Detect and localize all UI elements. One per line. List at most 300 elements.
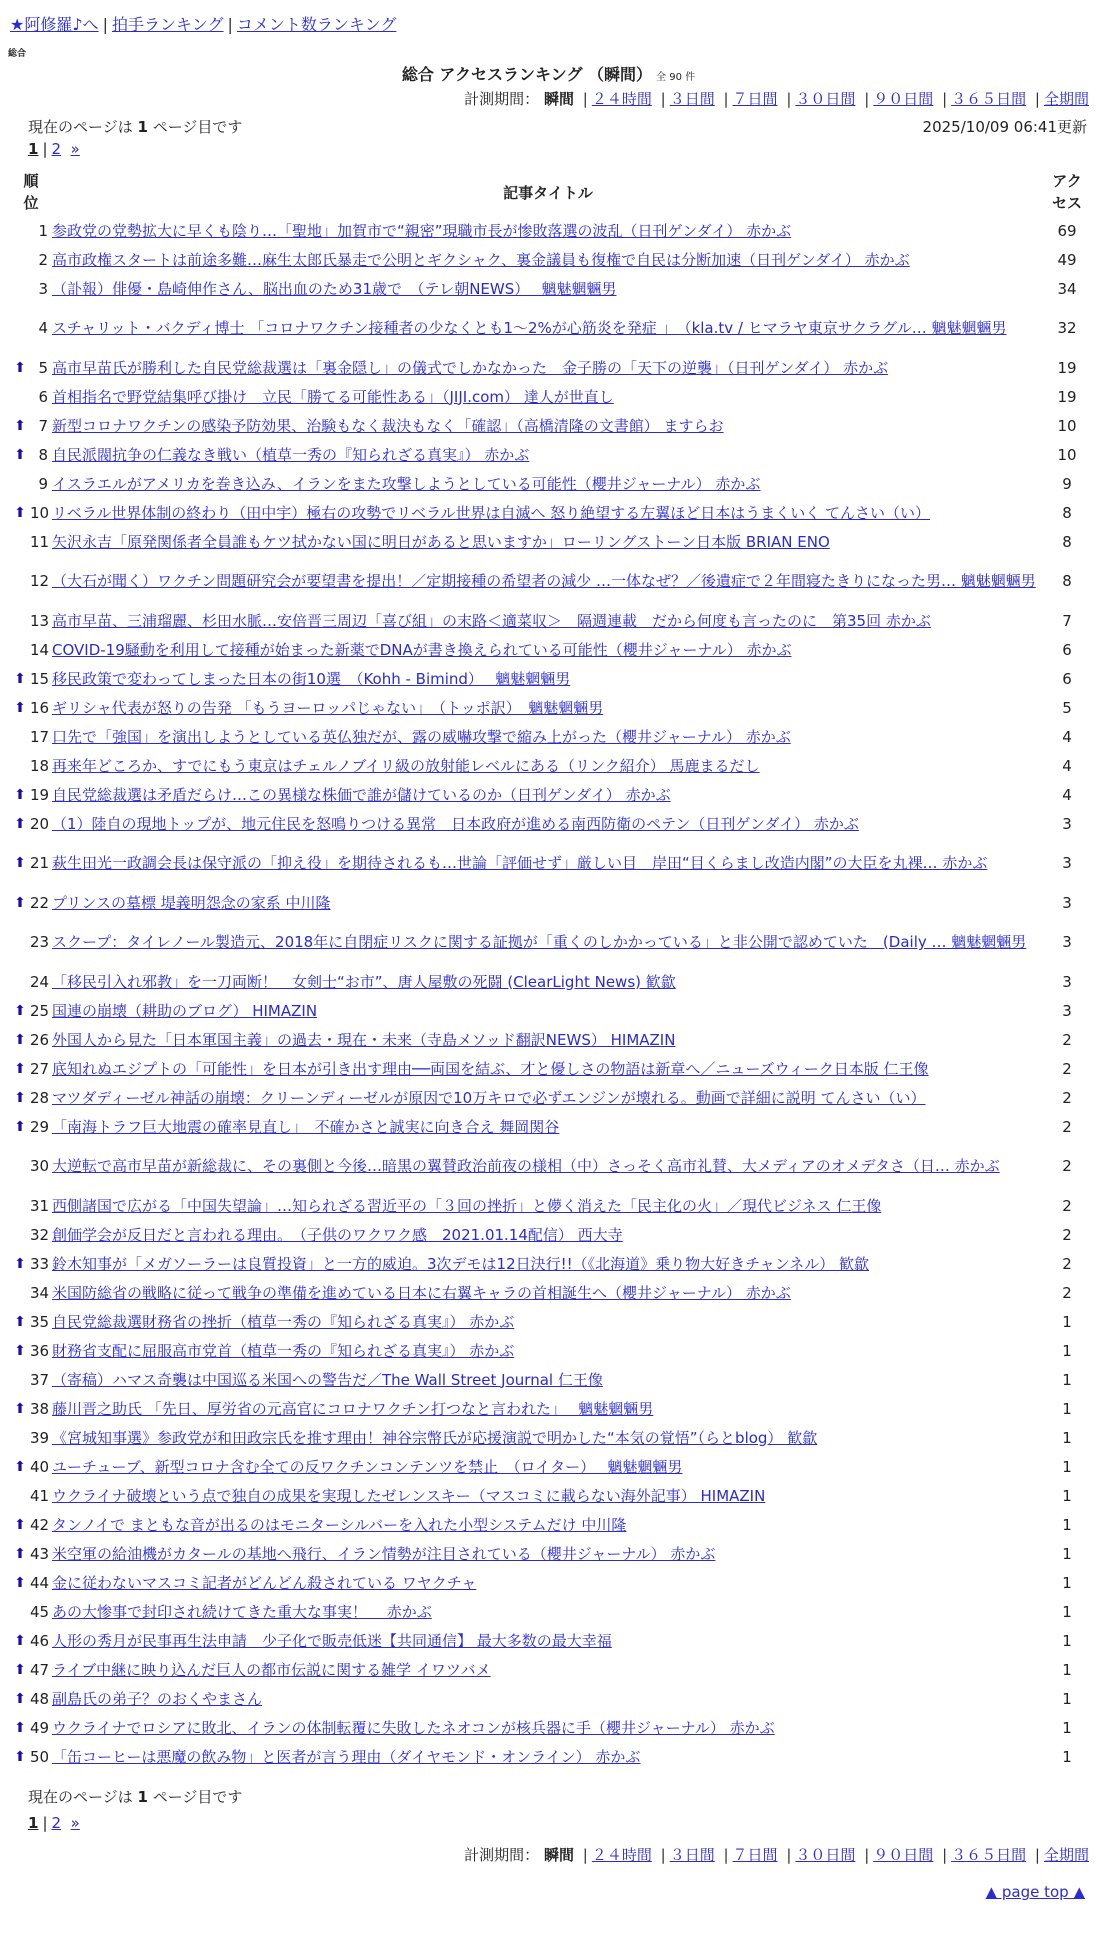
- period-link-24h[interactable]: ２４時間: [591, 90, 652, 108]
- up-arrow-icon: ⬆: [14, 1516, 26, 1533]
- table-row: [10, 1539, 1090, 1568]
- up-arrow-icon: ⬆: [14, 1748, 26, 1765]
- access-count: 1: [1062, 1573, 1072, 1592]
- pager-page-2[interactable]: 2: [51, 140, 62, 158]
- article-title-cell: [52, 852, 1044, 874]
- access-count: 1: [1062, 1631, 1072, 1650]
- table-row: [10, 469, 1090, 498]
- table-row: [10, 1394, 1090, 1423]
- article-link[interactable]: （寄稿）ハマス奇襲は中国巡る米国への警告だ／The Wall Street Journal 仁王像: [52, 1370, 603, 1389]
- table-row: [10, 693, 1090, 722]
- up-arrow-icon: ⬆: [14, 1632, 26, 1649]
- access-count: 1: [1062, 1312, 1072, 1331]
- access-count: 3: [1062, 814, 1072, 833]
- period-link-all[interactable]: 全期間: [1043, 1846, 1089, 1864]
- rank-number: 3: [38, 279, 48, 298]
- up-arrow-icon: ⬆: [14, 1031, 26, 1048]
- article-title-cell: [52, 813, 1044, 835]
- access-count: 1: [1062, 1486, 1072, 1505]
- rank-number: 43: [30, 1544, 50, 1563]
- article-link[interactable]: （1）陸自の現地トップが、地元住民を怒鳴りつける異常 日本政府が進める南西防衛のペテン（日刊ゲンダイ） 赤かぶ: [52, 814, 859, 833]
- table-row: [10, 440, 1090, 469]
- article-title-cell: [52, 755, 1044, 777]
- table-row: [10, 303, 1090, 353]
- article-title-cell: [52, 1543, 1044, 1565]
- rank-number: 7: [38, 416, 48, 435]
- access-count: 32: [1057, 319, 1077, 337]
- access-count: 2: [1062, 1225, 1072, 1244]
- rank-number: 6: [38, 387, 48, 406]
- table-row: [10, 353, 1090, 382]
- article-link[interactable]: 自民党総裁選は矛盾だらけ…この異様な株価で誰が儲けているのか（日刊ゲンダイ） 赤かぶ: [52, 785, 671, 804]
- table-row: [10, 1141, 1090, 1191]
- article-link[interactable]: 副島氏の弟子？のおくやまさん: [52, 1689, 263, 1708]
- period-label: 計測期間：: [464, 90, 540, 108]
- article-title-cell: [52, 1340, 1044, 1362]
- table-row: [10, 809, 1090, 838]
- access-count: 4: [1062, 756, 1072, 775]
- article-link[interactable]: 新型コロナワクチンの感染予防効果、治験もなく裁決もなく「確認」（高橋清隆の文書館） ますらお: [52, 416, 724, 435]
- header-title: 記事タイトル: [503, 183, 593, 202]
- article-link[interactable]: 高市早苗、三浦瑠麗、杉田水脈…安倍晋三周辺「喜び組」の末路＜適菜収＞ 隔週連載 だから何度も言ったのに 第35回 赤かぶ: [52, 611, 931, 630]
- up-arrow-icon: ⬆: [14, 1690, 26, 1707]
- access-count: 1: [1062, 1370, 1072, 1389]
- rank-number: 29: [30, 1117, 50, 1136]
- table-row: [10, 1655, 1090, 1684]
- header-rank: 順位: [23, 172, 39, 212]
- rank-number: 44: [30, 1573, 50, 1592]
- article-link[interactable]: ライブ中継に映り込んだ巨人の都市伝説に関する雑学 イワツバメ: [52, 1660, 491, 1679]
- article-title-cell: [52, 1087, 1044, 1109]
- rank-number: 8: [38, 445, 48, 464]
- access-count: 1: [1062, 1544, 1072, 1563]
- article-title-cell: [52, 1485, 1044, 1507]
- access-count: 3: [1062, 1001, 1072, 1020]
- period-link-90d[interactable]: ９０日間: [873, 1846, 934, 1864]
- up-arrow-icon: ⬆: [14, 815, 26, 832]
- article-link[interactable]: ユーチューブ、新型コロナ含む全ての反ワクチンコンテンツを禁止 （ロイター） 魑魅魍魎男: [52, 1457, 683, 1476]
- rank-number: 41: [30, 1486, 50, 1505]
- table-row: [10, 780, 1090, 809]
- article-title-cell: [52, 784, 1044, 806]
- article-link[interactable]: 底知れぬエジプトの「可能性」を日本が引き出す理由──両国を結ぶ、才と優しさの物語は新章へ／ニューズウィーク日本版 仁王像: [52, 1059, 929, 1078]
- up-arrow-icon: ⬆: [14, 417, 26, 434]
- period-link-30d[interactable]: ３０日間: [795, 90, 856, 108]
- period-link-7d[interactable]: ７日間: [732, 90, 778, 108]
- table-row: [10, 838, 1090, 888]
- article-link[interactable]: 米国防総省の戦略に従って戦争の準備を進めている日本に右翼キャラの首相誕生へ（櫻井ジャーナル） 赤かぶ: [52, 1283, 791, 1302]
- article-title-cell: [52, 1155, 1044, 1177]
- up-arrow-icon: ⬆: [14, 1545, 26, 1562]
- table-row: [10, 1423, 1090, 1452]
- access-count: 1: [1062, 1747, 1072, 1766]
- up-arrow-icon: ⬆: [14, 446, 26, 463]
- up-arrow-icon: ⬆: [14, 1313, 26, 1330]
- table-row: [10, 1025, 1090, 1054]
- up-arrow-icon: ⬆: [14, 1118, 26, 1135]
- article-title-cell: [52, 1659, 1044, 1681]
- table-row: [10, 1278, 1090, 1307]
- rank-number: 37: [30, 1370, 50, 1389]
- header-access: アクセス: [1051, 172, 1082, 212]
- access-count: 2: [1062, 1196, 1072, 1215]
- article-link[interactable]: 財務省支配に屈服高市党首（植草一秀の『知られざる真実』） 赤かぶ: [52, 1341, 515, 1360]
- article-link[interactable]: 「缶コーヒーは悪魔の飲み物」と医者が言う理由（ダイヤモンド・オンライン） 赤かぶ: [52, 1747, 641, 1766]
- access-count: 8: [1062, 572, 1072, 590]
- article-title-cell: [52, 1630, 1044, 1652]
- article-title-cell: [52, 1746, 1044, 1768]
- access-count: 69: [1057, 221, 1077, 240]
- article-title-cell: [52, 317, 1044, 339]
- pager-page-2[interactable]: 2: [51, 1814, 62, 1832]
- rank-number: 30: [30, 1157, 50, 1175]
- rank-number: 1: [38, 221, 48, 240]
- up-arrow-icon: ⬆: [14, 1661, 26, 1678]
- article-link[interactable]: 「移民引入れ邪教」を一刀両断！ 女剣士“お市”、唐人屋敷の死闘 (ClearLight News) 歓歙: [52, 972, 676, 991]
- article-title-cell: [52, 1000, 1044, 1022]
- page-info-top: 現在のページは 1 ページ目です: [28, 118, 243, 136]
- article-link[interactable]: 自民派閥抗争の仁義なき戦い（植草一秀の『知られざる真実』） 赤かぶ: [52, 445, 530, 464]
- rank-number: 39: [30, 1428, 50, 1447]
- rank-number: 17: [30, 727, 50, 746]
- rank-number: 36: [30, 1341, 50, 1360]
- access-count: 10: [1057, 445, 1077, 464]
- access-count: 2: [1062, 1117, 1072, 1136]
- period-current: 瞬間: [543, 1846, 574, 1864]
- access-count: 1: [1062, 1602, 1072, 1621]
- period-selector-bottom: 計測期間： 瞬間 | ２４時間 | ３日間 | ７日間 | ３０日間 | ９０日間 | ３６５日間 | 全期間: [464, 1846, 1089, 1864]
- table-row: [10, 722, 1090, 751]
- table-row: [10, 917, 1090, 967]
- article-title-cell: [52, 1195, 1044, 1217]
- table-row: [10, 751, 1090, 780]
- article-title-cell: [52, 1224, 1044, 1246]
- article-link[interactable]: 西側諸国で広がる「中国失望論」…知られざる習近平の「３回の挫折」と儚く消えた「民主化の火」／現代ビジネス 仁王像: [52, 1196, 882, 1215]
- article-title-cell: [52, 697, 1044, 719]
- rank-number: 14: [30, 640, 50, 659]
- up-arrow-icon: ⬆: [14, 670, 26, 687]
- article-title-cell: [52, 1029, 1044, 1051]
- rank-number: 49: [30, 1718, 50, 1737]
- article-title-cell: [52, 357, 1044, 379]
- rank-number: 42: [30, 1515, 50, 1534]
- article-link[interactable]: 再来年どころか、すでにもう東京はチェルノブイリ級の放射能レベルにある（リンク紹介） 馬鹿まるだし: [52, 756, 760, 775]
- period-link-all[interactable]: 全期間: [1043, 90, 1089, 108]
- article-link[interactable]: 米空軍の給油機がカタールの基地へ飛行、イラン情勢が注目されている（櫻井ジャーナル） 赤かぶ: [52, 1544, 716, 1563]
- up-arrow-icon: ⬆: [14, 1719, 26, 1736]
- rank-number: 40: [30, 1457, 50, 1476]
- pager-next[interactable]: »: [70, 140, 80, 158]
- pager-top: 1 | 2 »: [28, 140, 80, 158]
- page-top-link[interactable]: ▲ page top ▲: [985, 1883, 1085, 1901]
- up-arrow-icon: ⬆: [14, 1400, 26, 1417]
- article-link[interactable]: ギリシャ代表が怒りの告発 「もうヨーロッパじゃない」 （トッポ訳） 魑魅魍魎男: [52, 698, 604, 717]
- rank-number: 12: [30, 572, 50, 590]
- access-count: 7: [1062, 611, 1072, 630]
- article-link[interactable]: リベラル世界体制の終わり（田中宇）極右の攻勢でリベラル世界は自滅へ 怒り絶望する左翼ほど日本はうまくいく てんさい（い）: [52, 503, 931, 522]
- article-link[interactable]: 鈴木知事が「メガソーラーは良質投資」と一方的威迫。3次デモは12日決行!!（《北海道》乗り物大好きチャンネル） 歓歙: [52, 1254, 870, 1273]
- table-row: [10, 556, 1090, 606]
- pager-current: 1: [28, 1814, 39, 1832]
- updated-timestamp: 2025/10/09 06:41更新: [922, 118, 1087, 136]
- article-link[interactable]: 金に従わないマスコミ記者がどんどん殺されている ワヤクチャ: [52, 1573, 477, 1592]
- article-link[interactable]: 《宮城知事選》参政党が和田政宗氏を推す理由！神谷宗幣氏が応援演説で明かした“本気の覚悟”（らとblog） 歓歙: [52, 1428, 818, 1447]
- rank-number: 31: [30, 1196, 50, 1215]
- rank-number: 50: [30, 1747, 50, 1766]
- access-count: 49: [1057, 250, 1077, 269]
- rank-number: 9: [38, 474, 48, 493]
- access-count: 2: [1062, 1254, 1072, 1273]
- article-link[interactable]: 矢沢永吉「原発関係者全員誰もケツ拭かない国に明日があると思いますか」ローリングストーン日本版 BRIAN ENO: [52, 532, 830, 551]
- access-count: 2: [1062, 1030, 1072, 1049]
- access-count: 19: [1057, 358, 1077, 377]
- table-row: [10, 1191, 1090, 1220]
- access-count: 19: [1057, 387, 1077, 406]
- article-title-cell: [52, 1311, 1044, 1333]
- article-title-cell: [52, 473, 1044, 495]
- table-row: [10, 216, 1090, 245]
- table-row: [10, 411, 1090, 440]
- access-count: 1: [1062, 1428, 1072, 1447]
- rank-number: 4: [38, 319, 48, 337]
- access-count: 3: [1062, 972, 1072, 991]
- period-link-90d[interactable]: ９０日間: [873, 90, 934, 108]
- pager-next[interactable]: »: [70, 1814, 80, 1832]
- up-arrow-icon: ⬆: [14, 855, 26, 871]
- up-arrow-icon: ⬆: [14, 1342, 26, 1359]
- rank-number: 16: [30, 698, 50, 717]
- table-row: [10, 1481, 1090, 1510]
- table-row: [10, 498, 1090, 527]
- rank-number: 27: [30, 1059, 50, 1078]
- up-arrow-icon: ⬆: [14, 1255, 26, 1272]
- rank-number: 13: [30, 611, 50, 630]
- article-link[interactable]: 国連の崩壊（耕助のブログ） HIMAZIN: [52, 1001, 318, 1020]
- table-row: [10, 527, 1090, 556]
- article-title-cell: [52, 444, 1044, 466]
- table-row: [10, 1307, 1090, 1336]
- period-link-7d[interactable]: ７日間: [732, 1846, 778, 1864]
- rank-number: 34: [30, 1283, 50, 1302]
- period-link-365d[interactable]: ３６５日間: [951, 90, 1027, 108]
- table-row: [10, 1365, 1090, 1394]
- table-row: [10, 1510, 1090, 1539]
- rank-number: 28: [30, 1088, 50, 1107]
- article-title-cell: [52, 1369, 1044, 1391]
- up-arrow-icon: ⬆: [14, 1458, 26, 1475]
- access-count: 10: [1057, 416, 1077, 435]
- period-link-24h[interactable]: ２４時間: [591, 1846, 652, 1864]
- access-count: 1: [1062, 1457, 1072, 1476]
- article-link[interactable]: スクープ：タイレノール製造元、2018年に自閉症リスクに関する証拠が「重くのしかかっている」と非公開で認めていた (Daily … 魑魅魍魎男: [52, 933, 1027, 951]
- access-count: 6: [1062, 640, 1072, 659]
- article-link[interactable]: イスラエルがアメリカを巻き込み、イランをまた攻撃しようとしている可能性（櫻井ジャーナル） 赤かぶ: [52, 474, 761, 493]
- pager-current: 1: [28, 140, 39, 158]
- ranking-table: [10, 168, 1090, 1771]
- access-count: 2: [1062, 1283, 1072, 1302]
- article-link[interactable]: 「南海トラフ巨大地震の確率見直し」 不確かさと誠実に向き合え 舞岡関谷: [52, 1117, 560, 1136]
- article-link[interactable]: マツダディーゼル神話の崩壊：クリーンディーゼルが原因で10万キロで必ずエンジンが壊れる。動画で詳細に説明 てんさい（い）: [52, 1088, 926, 1107]
- article-title-cell: [52, 639, 1044, 661]
- article-title-cell: [52, 386, 1044, 408]
- link-comment-ranking[interactable]: コメント数ランキング: [236, 15, 397, 34]
- access-count: 4: [1062, 727, 1072, 746]
- article-title-cell: [52, 1282, 1044, 1304]
- article-link[interactable]: 口先で「強国」を演出しようとしている英仏独だが、露の威嚇攻撃で縮み上がった（櫻井ジャーナル） 赤かぶ: [52, 727, 791, 746]
- up-arrow-icon: ⬆: [14, 359, 26, 376]
- article-title-cell: [52, 1427, 1044, 1449]
- rank-number: 25: [30, 1001, 50, 1020]
- article-title-cell: [52, 1688, 1044, 1710]
- article-title-cell: [52, 931, 1044, 953]
- article-link[interactable]: 高市早苗氏が勝利した自民党総裁選は「裏金隠し」の儀式でしかなかった 金子勝の「天下の逆襲」（日刊ゲンダイ） 赤かぶ: [52, 358, 889, 377]
- article-link[interactable]: 萩生田光一政調会長は保守派の「抑え役」を期待されるも…世論「評価せず」厳しい目 岸田“目くらまし改造内閣”の大臣を丸裸… 赤かぶ: [52, 854, 988, 872]
- article-title-cell: [52, 1601, 1044, 1623]
- access-count: 1: [1062, 1341, 1072, 1360]
- rank-number: 46: [30, 1631, 50, 1650]
- article-link[interactable]: ウクライナでロシアに敗北、イランの体制転覆に失敗したネオコンが核兵器に手（櫻井ジャーナル） 赤かぶ: [52, 1718, 775, 1737]
- access-count: 1: [1062, 1660, 1072, 1679]
- article-title-cell: [52, 249, 1044, 271]
- article-link[interactable]: 人形の秀月が民事再生法申請 少子化で販売低迷【共同通信】 最大多数の最大幸福: [52, 1631, 612, 1650]
- access-count: 2: [1062, 1059, 1072, 1078]
- pager-bottom: 1 | 2 »: [28, 1814, 80, 1832]
- article-link[interactable]: 参政党の党勢拡大に早くも陰り…「聖地」加賀市で“親密”現職市長が惨敗落選の波乱（日刊ゲンダイ） 赤かぶ: [52, 221, 792, 240]
- article-link[interactable]: 移民政策で変わってしまった日本の街10選 （Kohh - Bimind） 魑魅魍魎男: [52, 669, 571, 688]
- access-count: 8: [1062, 532, 1072, 551]
- article-link[interactable]: スチャリット・バクディ博士 「コロナワクチン接種者の少なくとも1～2%が心筋炎を発症 」 （kla.tv / ヒマラヤ東京サクラグル… 魑魅魍魎男: [52, 319, 1007, 337]
- access-count: 34: [1057, 279, 1077, 298]
- rank-number: 35: [30, 1312, 50, 1331]
- article-link[interactable]: 藤川晋之助氏 「先日、厚労省の元高官にコロナワクチン打つなと言われた」 魑魅魍魎男: [52, 1399, 654, 1418]
- rank-number: 11: [30, 532, 50, 551]
- table-row: [10, 606, 1090, 635]
- article-link[interactable]: タンノイで まともな音が出るのはモニターシルバーを入れた小型システムだけ 中川隆: [52, 1515, 627, 1534]
- table-row: [10, 1568, 1090, 1597]
- rank-number: 38: [30, 1399, 50, 1418]
- article-link[interactable]: 大逆転で高市早苗が新総裁に、その裏側と今後…暗黒の翼賛政治前夜の様相（中）さっそく高市礼賛、大メディアのオメデタさ（日… 赤かぶ: [52, 1157, 1000, 1175]
- link-clap-ranking[interactable]: 拍手ランキング: [111, 15, 224, 34]
- table-row: [10, 1054, 1090, 1083]
- link-asyura-home[interactable]: ★阿修羅♪へ: [10, 15, 99, 34]
- table-row: [10, 1249, 1090, 1278]
- page-title: [0, 62, 1097, 85]
- article-title-cell: [52, 220, 1044, 242]
- rank-number: 10: [30, 503, 50, 522]
- up-arrow-icon: ⬆: [14, 1002, 26, 1019]
- access-count: 9: [1062, 474, 1072, 493]
- table-header: [10, 168, 1090, 216]
- period-link-3d[interactable]: ３日間: [669, 1846, 715, 1864]
- article-title-cell: [52, 892, 1044, 914]
- rank-number: 22: [30, 893, 50, 912]
- up-arrow-icon: ⬆: [14, 504, 26, 521]
- total-count: 全 90 件: [656, 72, 696, 83]
- table-body: [10, 216, 1090, 1771]
- article-title-cell: [52, 278, 1044, 300]
- period-link-365d[interactable]: ３６５日間: [951, 1846, 1027, 1864]
- article-link[interactable]: プリンスの墓標 堤義明怨念の家系 中川隆: [52, 893, 331, 912]
- article-title-cell: [52, 610, 1044, 632]
- table-row: [10, 1684, 1090, 1713]
- table-row: [10, 1336, 1090, 1365]
- article-title-cell: [52, 531, 1044, 553]
- access-count: 3: [1062, 933, 1072, 951]
- table-row: [10, 274, 1090, 303]
- table-row: [10, 1452, 1090, 1481]
- page-title-text: 総合 アクセスランキング （瞬間）: [401, 65, 653, 84]
- table-row: [10, 245, 1090, 274]
- rank-number: 23: [30, 933, 50, 951]
- period-link-3d[interactable]: ３日間: [669, 90, 715, 108]
- genre-label: 総合: [8, 49, 27, 59]
- article-link[interactable]: （訃報）俳優・島崎伸作さん、脳出血のため31歳で （テレ朝NEWS） 魑魅魍魎男: [52, 279, 617, 298]
- article-link[interactable]: （大石が聞く）ワクチン問題研究会が要望書を提出！／定期接種の希望者の減少 …一体なぜ？／後遺症で２年間寝たきりになった男… 魑魅魍魎男: [52, 572, 1036, 590]
- access-count: 5: [1062, 698, 1072, 717]
- article-title-cell: [52, 1514, 1044, 1536]
- table-row: [10, 1713, 1090, 1742]
- article-title-cell: [52, 1253, 1044, 1275]
- period-current: 瞬間: [543, 90, 574, 108]
- nav-separator: |: [227, 15, 233, 34]
- article-title-cell: [52, 502, 1044, 524]
- rank-number: 21: [30, 854, 50, 872]
- nav-separator: |: [102, 15, 108, 34]
- article-link[interactable]: 首相指名で野党結集呼び掛け 立民「勝てる可能性ある」（JIJI.com） 達人が世直し: [52, 387, 614, 406]
- article-link[interactable]: 高市政権スタートは前途多難…麻生太郎氏暴走で公明とギクシャク、裏金議員も復権で自民は分断加速（日刊ゲンダイ） 赤かぶ: [52, 250, 910, 269]
- article-title-cell: [52, 1717, 1044, 1739]
- rank-number: 19: [30, 785, 50, 804]
- rank-number: 18: [30, 756, 50, 775]
- up-arrow-icon: ⬆: [14, 1089, 26, 1106]
- access-count: 1: [1062, 1515, 1072, 1534]
- period-label: 計測期間：: [464, 1846, 540, 1864]
- rank-number: 33: [30, 1254, 50, 1273]
- access-count: 3: [1062, 854, 1072, 872]
- table-row: [10, 1083, 1090, 1112]
- access-count: 3: [1062, 893, 1072, 912]
- article-link[interactable]: 自民党総裁選財務省の挫折（植草一秀の『知られざる真実』） 赤かぶ: [52, 1312, 515, 1331]
- rank-number: 47: [30, 1660, 50, 1679]
- rank-number: 15: [30, 669, 50, 688]
- article-link[interactable]: ウクライナ破壊という点で独自の成果を実現したゼレンスキー（マスコミに載らない海外記事） HIMAZIN: [52, 1486, 766, 1505]
- access-count: 8: [1062, 503, 1072, 522]
- rank-number: 26: [30, 1030, 50, 1049]
- access-count: 2: [1062, 1088, 1072, 1107]
- table-row: [10, 996, 1090, 1025]
- up-arrow-icon: ⬆: [14, 1574, 26, 1591]
- period-selector-top: 計測期間： 瞬間 | ２４時間 | ３日間 | ７日間 | ３０日間 | ９０日間 | ３６５日間 | 全期間: [464, 90, 1089, 108]
- article-title-cell: [52, 1398, 1044, 1420]
- article-title-cell: [52, 570, 1044, 592]
- article-link[interactable]: あの大惨事で封印され続けてきた重大な事実！ 赤かぶ: [52, 1602, 432, 1621]
- article-link[interactable]: COVID-19騒動を利用して接種が始まった新薬でDNAが書き換えられている可能性（櫻井ジャーナル） 赤かぶ: [52, 640, 792, 659]
- rank-number: 48: [30, 1689, 50, 1708]
- period-link-30d[interactable]: ３０日間: [795, 1846, 856, 1864]
- article-title-cell: [52, 1058, 1044, 1080]
- access-count: 2: [1062, 1157, 1072, 1175]
- access-count: 1: [1062, 1718, 1072, 1737]
- rank-number: 2: [38, 250, 48, 269]
- article-link[interactable]: 外国人から見た「日本軍国主義」の過去・現在・未来（寺島メソッド翻訳NEWS） HIMAZIN: [52, 1030, 676, 1049]
- up-arrow-icon: ⬆: [14, 699, 26, 716]
- table-row: [10, 635, 1090, 664]
- up-arrow-icon: ⬆: [14, 894, 26, 911]
- article-title-cell: [52, 1456, 1044, 1478]
- article-link[interactable]: 創価学会が反日だと言われる理由。 （子供のワクワク感 2021.01.14配信） 西大寺: [52, 1225, 623, 1244]
- top-navigation: [10, 12, 396, 35]
- table-row: [10, 382, 1090, 411]
